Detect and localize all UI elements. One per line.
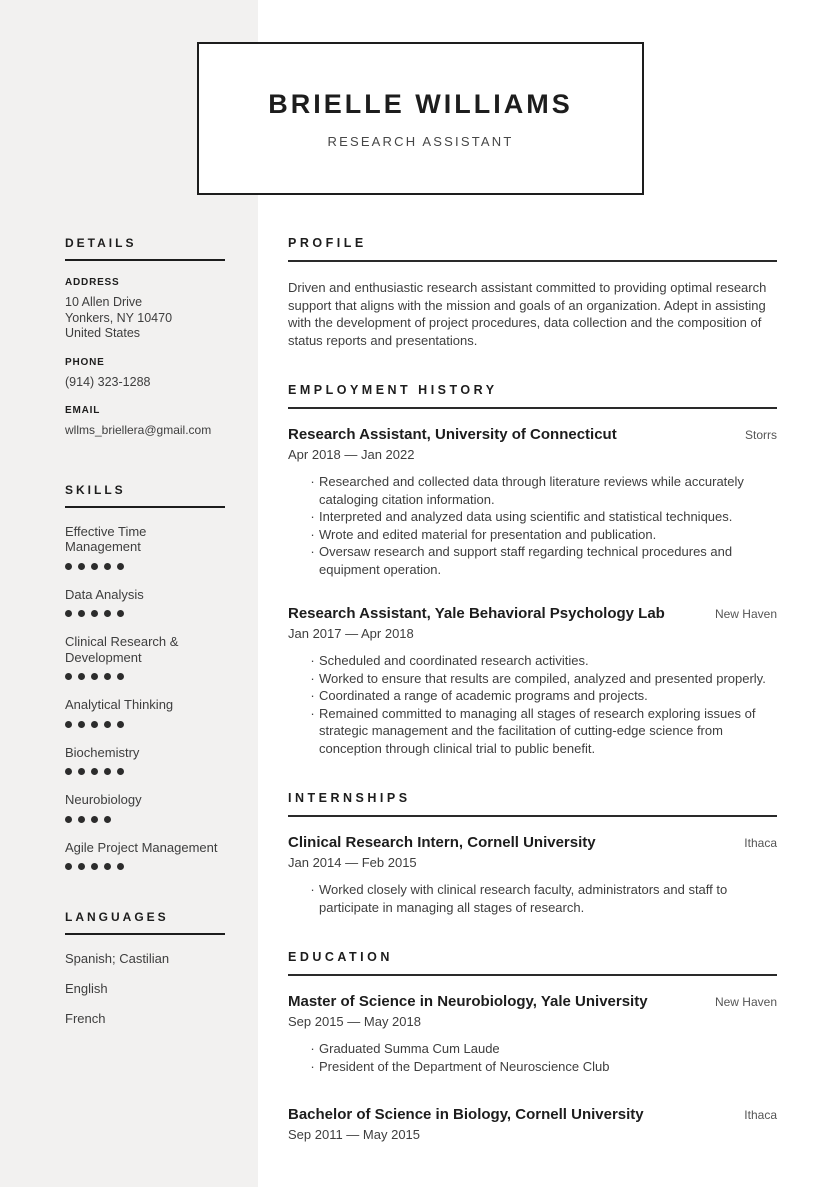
bullet-text: Coordinated a range of academic programs and projects. xyxy=(319,688,648,703)
skill-level-dot xyxy=(91,863,98,870)
entry-location: Ithaca xyxy=(744,836,777,850)
skill-item xyxy=(65,587,225,618)
bullet-text: Oversaw research and support staff regarding technical procedures and equipment operation. xyxy=(319,544,733,577)
skill-level-dot xyxy=(104,816,111,823)
entry-bullets xyxy=(288,652,777,757)
skill-item xyxy=(65,745,225,776)
skill-level-dot xyxy=(78,768,85,775)
language-item: French xyxy=(65,1011,106,1026)
bullet-text: Researched and collected data through literature reviews while accurately cataloging citation information. xyxy=(319,474,744,507)
skill-level-dot xyxy=(104,768,111,775)
education-entry xyxy=(288,993,777,1075)
bullet-item xyxy=(288,526,777,544)
skill-level xyxy=(65,721,225,728)
bullet-item xyxy=(288,881,777,916)
bullet-item xyxy=(288,652,777,670)
entry-bullets xyxy=(288,881,777,916)
profile-text: Driven and enthusiastic research assistant committed to providing optimal research support that aligns with the mission and goals of an organization. Adept in assisting with the development of project procedures, data collection and the composition of status reports and presentations. xyxy=(288,280,767,348)
entry-dates: Sep 2011 — May 2015 xyxy=(288,1127,421,1142)
internships-section xyxy=(288,791,777,916)
employment-entry xyxy=(288,426,777,578)
bullet-text: Interpreted and analyzed data using scientific and statistical techniques. xyxy=(319,509,733,524)
bullet-item xyxy=(288,670,777,688)
skill-level-dot xyxy=(78,816,85,823)
bullet-marker: · xyxy=(310,705,315,721)
entry-location: Ithaca xyxy=(744,1108,777,1122)
skill-name: Neurobiology xyxy=(65,792,142,807)
entry-bullets xyxy=(288,473,777,578)
entry-head xyxy=(288,993,777,1010)
bullet-text: Graduated Summa Cum Laude xyxy=(319,1041,500,1056)
employment-section xyxy=(288,383,777,757)
bullet-item xyxy=(288,1058,777,1076)
bullet-item xyxy=(288,687,777,705)
skill-level-dot xyxy=(117,673,124,680)
skill-level-dot xyxy=(78,721,85,728)
bullet-item xyxy=(288,508,777,526)
skill-level-dot xyxy=(65,563,72,570)
skill-level-dot xyxy=(117,863,124,870)
entry-head xyxy=(288,605,777,622)
entry-bullets xyxy=(288,1040,777,1075)
bullet-item xyxy=(288,705,777,758)
skill-name: Effective Time Management xyxy=(65,523,147,554)
skill-level xyxy=(65,563,225,570)
entry-title: Bachelor of Science in Biology, Cornell University xyxy=(288,1106,644,1123)
skill-name: Clinical Research & Development xyxy=(65,634,179,665)
entry-title: Research Assistant, Yale Behavioral Psychology Lab xyxy=(288,605,665,622)
skill-level-dot xyxy=(78,673,85,680)
candidate-title: RESEARCH ASSISTANT xyxy=(327,133,514,149)
bullet-marker: · xyxy=(310,526,315,542)
email-label: EMAIL xyxy=(65,405,101,416)
entry-dates: Sep 2015 — May 2018 xyxy=(288,1014,421,1029)
skill-item xyxy=(65,634,225,680)
header-box xyxy=(197,42,644,195)
entry-title: Master of Science in Neurobiology, Yale University xyxy=(288,993,648,1010)
education-entry xyxy=(288,1106,777,1142)
skill-name: Agile Project Management xyxy=(65,839,218,855)
skill-item xyxy=(65,697,225,728)
address-label: ADDRESS xyxy=(65,277,120,288)
bullet-item xyxy=(288,1040,777,1058)
employment-entry xyxy=(288,605,777,757)
language-item: Spanish; Castilian xyxy=(65,951,170,966)
details-heading: DETAILS xyxy=(65,236,225,261)
entry-dates: Apr 2018 — Jan 2022 xyxy=(288,447,415,462)
skill-level-dot xyxy=(91,610,98,617)
bullet-text: Remained committed to managing all stages of research exploring issues of strategic management and the facilitation of cutting-edge science from conception through clinical trial to public benefit. xyxy=(319,705,756,756)
entry-title: Research Assistant, University of Connecticut xyxy=(288,426,617,443)
bullet-marker: · xyxy=(310,1058,315,1074)
skill-level xyxy=(65,610,225,617)
bullet-marker: · xyxy=(310,688,315,703)
bullet-text: Worked closely with clinical research faculty, administrators and staff to participate in managing all stages of research. xyxy=(319,882,728,915)
education-section xyxy=(288,950,777,1142)
skill-level-dot xyxy=(117,563,124,570)
skill-level-dot xyxy=(91,768,98,775)
skill-level-dot xyxy=(65,863,72,870)
bullet-text: Wrote and edited material for presentation and publication. xyxy=(319,526,657,542)
skill-level xyxy=(65,816,225,823)
entry-head xyxy=(288,1106,777,1123)
skill-level-dot xyxy=(104,610,111,617)
internship-entry xyxy=(288,834,777,916)
skill-level-dot xyxy=(65,816,72,823)
candidate-name: BRIELLE WILLIAMS xyxy=(268,88,573,119)
bullet-marker: · xyxy=(310,1041,315,1056)
entry-dates: Jan 2014 — Feb 2015 xyxy=(288,855,417,870)
entry-title: Clinical Research Intern, Cornell University xyxy=(288,834,596,851)
skill-level-dot xyxy=(65,768,72,775)
entry-head xyxy=(288,426,777,443)
entry-head xyxy=(288,834,777,851)
bullet-text: President of the Department of Neuroscience Club xyxy=(319,1058,610,1074)
address-line: United States xyxy=(65,326,141,340)
skill-level-dot xyxy=(104,563,111,570)
entry-location: Storrs xyxy=(744,428,777,442)
skill-name: Biochemistry xyxy=(65,744,140,760)
skill-level-dot xyxy=(91,721,98,728)
languages-heading: LANGUAGES xyxy=(65,910,225,935)
skill-level-dot xyxy=(117,610,124,617)
skill-level xyxy=(65,863,225,870)
phone-value: (914) 323-1288 xyxy=(65,374,151,389)
education-heading: EDUCATION xyxy=(288,950,777,976)
details-section xyxy=(65,236,225,439)
skill-level-dot xyxy=(78,863,85,870)
skill-level-dot xyxy=(104,673,111,680)
skill-level-dot xyxy=(78,563,85,570)
skill-name: Data Analysis xyxy=(65,586,144,602)
bullet-item xyxy=(288,543,777,578)
skill-item xyxy=(65,792,225,823)
skill-level-dot xyxy=(65,673,72,680)
bullet-marker: · xyxy=(310,653,315,668)
languages-section xyxy=(65,910,225,1026)
entry-location: New Haven xyxy=(714,607,777,621)
bullet-text: Scheduled and coordinated research activities. xyxy=(319,653,589,668)
bullet-marker: · xyxy=(310,882,315,897)
address-line: 10 Allen Drive xyxy=(65,295,143,309)
language-item: English xyxy=(65,981,108,996)
phone-label: PHONE xyxy=(65,356,105,368)
skill-level-dot xyxy=(117,768,124,775)
bullet-item xyxy=(288,473,777,508)
skills-heading: SKILLS xyxy=(65,483,225,508)
profile-heading: PROFILE xyxy=(288,236,777,262)
bullet-marker: · xyxy=(310,670,315,686)
skill-level-dot xyxy=(78,610,85,617)
email-value: wllms_briellera@gmail.com xyxy=(65,423,212,437)
skill-level-dot xyxy=(65,610,72,617)
bullet-marker: · xyxy=(310,509,315,524)
bullet-text: Worked to ensure that results are compiled, analyzed and presented properly. xyxy=(319,670,766,686)
profile-section xyxy=(288,236,777,349)
entry-dates: Jan 2017 — Apr 2018 xyxy=(288,626,414,641)
bullet-marker: · xyxy=(310,544,315,559)
bullet-marker: · xyxy=(310,474,315,489)
skill-level-dot xyxy=(104,863,111,870)
skill-level-dot xyxy=(91,673,98,680)
address-line: Yonkers, NY 10470 xyxy=(65,310,173,325)
skill-name: Analytical Thinking xyxy=(65,697,174,712)
skill-level xyxy=(65,768,225,775)
skill-level-dot xyxy=(65,721,72,728)
skills-section xyxy=(65,483,225,871)
employment-heading: EMPLOYMENT HISTORY xyxy=(288,383,777,409)
skill-item xyxy=(65,524,225,570)
skill-level-dot xyxy=(117,721,124,728)
skill-level xyxy=(65,673,225,680)
skill-level-dot xyxy=(91,563,98,570)
skill-level-dot xyxy=(104,721,111,728)
entry-location: New Haven xyxy=(714,995,777,1009)
skill-level-dot xyxy=(91,816,98,823)
skill-item xyxy=(65,840,225,871)
internships-heading: INTERNSHIPS xyxy=(288,791,777,817)
